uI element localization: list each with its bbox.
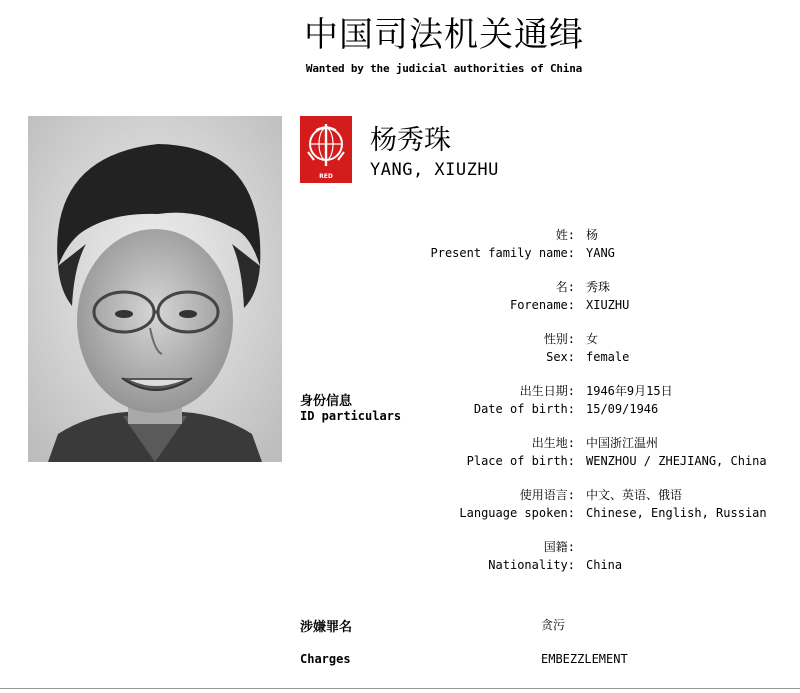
forename-label-en: Forename: [509,298,575,312]
date-of-birth-label-cn: 出生日期: [519,384,575,398]
forename-value-en: XIUZHU [586,298,630,312]
charge-value-cn: 贪污 [541,618,566,632]
person-name-english: YANG, XIUZHU [370,160,499,180]
family-name-label-cn: 姓: [555,228,575,242]
badge-label: RED [319,173,333,180]
language-label-en: Language spoken: [459,506,575,520]
place-of-birth-label-en: Place of birth: [466,454,575,468]
place-of-birth-value-en: WENZHOU / ZHEJIANG, China [586,454,767,468]
date-of-birth-value-cn: 1946年9月15日 [586,384,673,398]
bottom-divider [0,688,800,689]
sex-label-cn: 性别: [543,332,575,346]
place-of-birth-value-cn: 中国浙江温州 [586,436,659,450]
id-section-title-en: ID particulars [300,409,402,423]
nationality-label-en: Nationality: [488,558,575,572]
sex-value-en: female [586,350,630,364]
place-of-birth-label-cn: 出生地: [531,436,575,450]
sex-value-cn: 女 [586,332,599,346]
sex-label-en: Sex: [546,350,575,364]
person-photo [28,116,282,462]
date-of-birth-value-en: 15/09/1946 [586,402,659,416]
interpol-red-notice-badge [300,116,352,183]
language-value-en: Chinese, English, Russian [586,506,767,520]
date-of-birth-label-en: Date of birth: [473,402,575,416]
person-name-chinese: 杨秀珠 [370,125,451,156]
page-title: 中国司法机关通缉 [304,15,584,55]
family-name-label-en: Present family name: [430,246,575,260]
id-section-title-cn: 身份信息 [300,394,353,409]
page-subtitle: Wanted by the judicial authorities of China [305,62,583,75]
forename-value-cn: 秀珠 [586,280,611,294]
family-name-value-en: YANG [586,246,615,260]
charges-title-en: Charges [300,652,351,666]
language-value-cn: 中文、英语、俄语 [586,488,683,502]
nationality-label-cn: 国籍: [543,540,575,554]
language-label-cn: 使用语言: [519,488,575,502]
charge-value-en: EMBEZZLEMENT [541,652,628,666]
forename-label-cn: 名: [555,280,575,294]
nationality-value-en: China [586,558,623,572]
charges-title-cn: 涉嫌罪名 [300,620,353,635]
family-name-value-cn: 杨 [586,228,599,242]
interpol-emblem-icon [300,116,352,172]
